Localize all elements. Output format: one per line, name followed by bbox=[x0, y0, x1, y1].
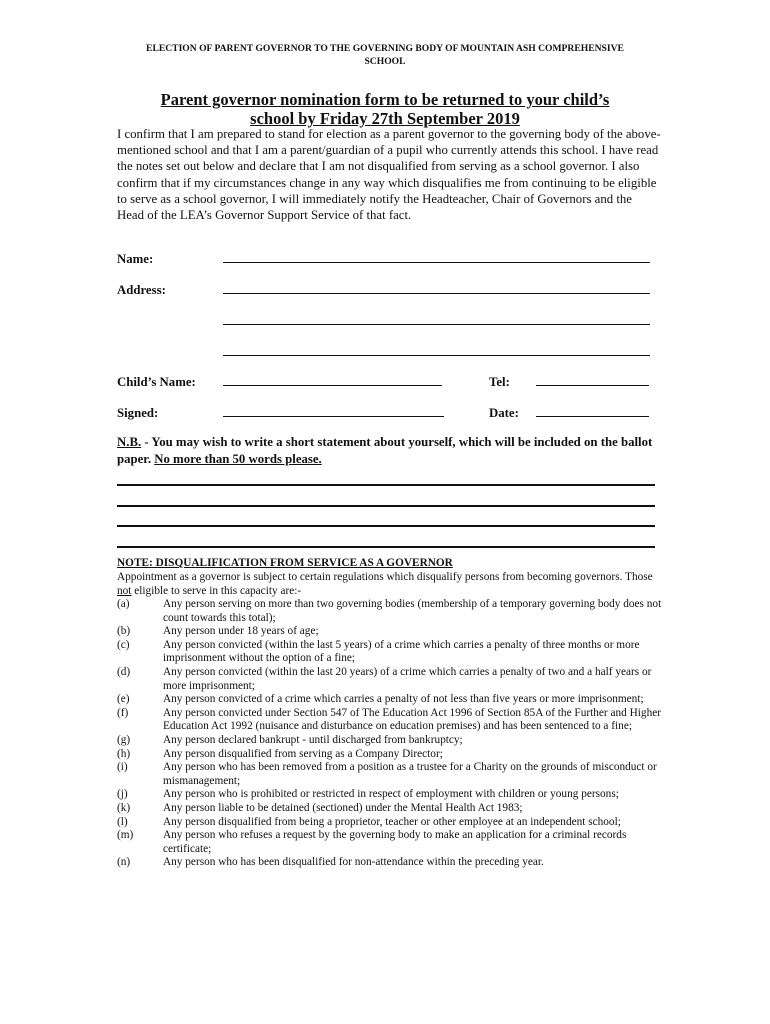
item-key: (n) bbox=[117, 856, 131, 869]
item-text: Any person who has been removed from a position as a trustee for a Charity on the grounds of misconduct or mismanagement; bbox=[163, 761, 657, 787]
list-item bbox=[117, 666, 662, 693]
item-text: Any person under 18 years of age; bbox=[163, 625, 319, 638]
item-key: (g) bbox=[117, 733, 131, 746]
signed-label: Signed: bbox=[117, 406, 159, 420]
address-field-line-2[interactable] bbox=[223, 324, 650, 325]
list-item bbox=[117, 625, 662, 639]
name-label: Name: bbox=[117, 252, 154, 266]
nb-prefix: N.B. bbox=[117, 435, 142, 449]
item-key: (k) bbox=[117, 801, 131, 814]
date-field[interactable] bbox=[536, 416, 649, 417]
header-line-2: SCHOOL bbox=[364, 56, 406, 67]
item-text: Any person declared bankrupt - until discharged from bankruptcy; bbox=[163, 733, 463, 746]
election-header bbox=[100, 42, 670, 68]
title-line-1: Parent governor nomination form to be returned to your child’s bbox=[160, 90, 610, 109]
header-line-1: ELECTION OF PARENT GOVERNOR TO THE GOVERNING BODY OF MOUNTAIN ASH COMPREHENSIVE bbox=[146, 43, 624, 54]
address-label: Address: bbox=[117, 283, 166, 297]
address-field-line-1[interactable] bbox=[223, 293, 650, 294]
statement-line-4[interactable] bbox=[117, 546, 655, 548]
item-key: (m) bbox=[117, 829, 134, 842]
list-item bbox=[117, 734, 662, 748]
note-intro-a: Appointment as a governor is subject to certain regulations which disqualify persons from becoming governors. Those bbox=[117, 571, 653, 583]
list-item bbox=[117, 802, 662, 816]
statement-line-2[interactable] bbox=[117, 505, 655, 507]
name-field[interactable] bbox=[223, 262, 650, 263]
item-key: (a) bbox=[117, 598, 130, 610]
list-item bbox=[117, 639, 662, 666]
item-text: Any person convicted (within the last 20 years) of a crime which carries a penalty of two and a half years or more imprisonment; bbox=[163, 665, 652, 692]
item-key: (d) bbox=[117, 665, 131, 678]
tel-field[interactable] bbox=[536, 385, 649, 386]
child-name-field[interactable] bbox=[223, 385, 442, 386]
item-text: Any person disqualified from serving as a Company Director; bbox=[163, 747, 443, 760]
date-label: Date: bbox=[489, 406, 519, 420]
note-intro-not: not bbox=[117, 584, 132, 597]
item-text: Any person serving on more than two governing bodies (membership of a temporary governing body does not count towards this total); bbox=[163, 598, 662, 624]
list-item bbox=[117, 761, 662, 788]
item-text: Any person convicted under Section 547 of The Education Act 1996 of Section 85A of the Further and Higher Education Act 1992 (nuisance and disturbance on education premises) and has been sentenced to a fine; bbox=[163, 706, 662, 733]
item-text: Any person who has been disqualified for non-attendance within the preceding year. bbox=[163, 856, 544, 869]
list-item bbox=[117, 816, 662, 830]
item-key: (e) bbox=[117, 693, 130, 706]
nb-text: - You may wish to write a short statement about yourself, which will be included on the ballot paper. bbox=[117, 435, 653, 466]
item-key: (h) bbox=[117, 747, 131, 760]
disqualification-heading: NOTE: DISQUALIFICATION FROM SERVICE AS A GOVERNOR bbox=[117, 557, 453, 569]
list-item bbox=[117, 707, 662, 734]
nb-word-limit: No more than 50 words please. bbox=[154, 452, 322, 466]
item-text: Any person convicted (within the last 5 years) of a crime which carries a penalty of three months or more imprisonment without the option of a fine; bbox=[163, 638, 640, 665]
signature-field[interactable] bbox=[223, 416, 444, 417]
list-item bbox=[117, 788, 662, 802]
item-key: (b) bbox=[117, 625, 131, 638]
item-key: (l) bbox=[117, 815, 128, 828]
statement-line-1[interactable] bbox=[117, 484, 655, 486]
item-text: Any person who refuses a request by the governing body to make an application for a criminal records certificate; bbox=[163, 829, 627, 855]
child-name-label: Child’s Name: bbox=[117, 375, 196, 389]
item-key: (j) bbox=[117, 788, 128, 801]
disqualification-list bbox=[117, 598, 662, 870]
item-key: (i) bbox=[117, 761, 128, 774]
statement-instructions bbox=[117, 434, 662, 468]
note-intro-b: eligible to serve in this capacity are:- bbox=[131, 584, 302, 597]
list-item bbox=[117, 693, 662, 707]
item-text: Any person liable to be detained (sectioned) under the Mental Health Act 1983; bbox=[163, 801, 523, 814]
title-line-2: school by Friday 27th September 2019 bbox=[250, 109, 520, 128]
item-text: Any person who is prohibited or restricted in respect of employment with children or young persons; bbox=[163, 788, 619, 801]
disqualification-intro bbox=[117, 571, 662, 598]
declaration-text: I confirm that I am prepared to stand for election as a parent governor to the governing body of the above-mentioned school and that I am a parent/guardian of a pupil who currently attends this school. I have read the notes set out below and declare that I am not disqualified from serving as a school governor. I also confirm that if my circumstances change in any way which disqualifies me from continuing to be eligible to serve as a school governor, I will immediately notify the Headteacher, Chair of Governors and the Head of the LEA’s Governor Support Service of that fact. bbox=[117, 127, 661, 223]
item-text: Any person disqualified from being a proprietor, teacher or other employee at an independent school; bbox=[163, 815, 621, 828]
form-title bbox=[100, 90, 670, 128]
statement-line-3[interactable] bbox=[117, 525, 655, 527]
item-key: (f) bbox=[117, 706, 129, 719]
list-item bbox=[117, 856, 662, 870]
list-item bbox=[117, 598, 662, 625]
list-item bbox=[117, 748, 662, 762]
item-text: Any person convicted of a crime which carries a penalty of not less than five years or more imprisonment; bbox=[163, 693, 644, 706]
address-field-line-3[interactable] bbox=[223, 355, 650, 356]
item-key: (c) bbox=[117, 638, 130, 651]
list-item bbox=[117, 829, 662, 856]
tel-label: Tel: bbox=[489, 375, 510, 389]
